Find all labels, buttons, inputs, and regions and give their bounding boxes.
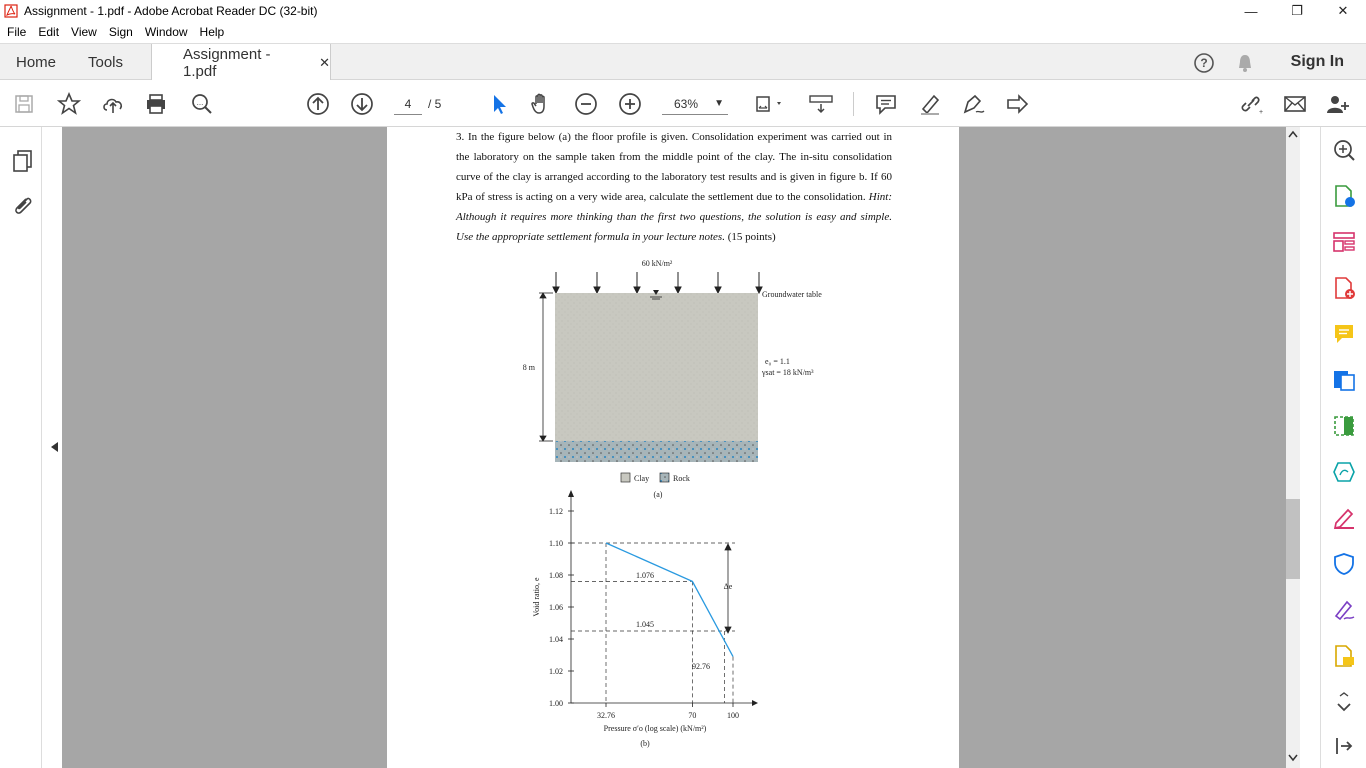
- zoom-search-icon[interactable]: [189, 91, 215, 117]
- load-label: 60 kN/m²: [641, 259, 673, 268]
- hand-tool-icon[interactable]: [528, 91, 554, 117]
- draw-pen-icon[interactable]: [961, 91, 987, 117]
- zoom-value: 63%: [674, 97, 699, 111]
- scroll-up-icon[interactable]: [1288, 130, 1298, 138]
- edit-pdf-icon[interactable]: [1331, 505, 1357, 531]
- x-tick-label: 70: [688, 711, 697, 720]
- legend-rock-label: Rock: [673, 474, 690, 483]
- pdf-page: [387, 127, 959, 768]
- menu-help[interactable]: Help: [199, 25, 225, 39]
- page-thumbnails-icon[interactable]: [12, 149, 34, 173]
- y-tick-label: 1.08: [549, 571, 563, 580]
- tab-home[interactable]: Home: [16, 53, 57, 71]
- x-axis-label: Pressure σ′o (log scale) (kN/m²): [603, 724, 707, 733]
- close-button[interactable]: ✕: [1337, 3, 1349, 18]
- svg-text:...: ...: [196, 98, 204, 107]
- e0-label: e₀ = 1.1: [765, 357, 790, 366]
- save-icon[interactable]: [11, 91, 37, 117]
- bell-icon[interactable]: [1235, 52, 1255, 74]
- problem-hint: Hint: Although it requires more thinking than the first two questions, the solution is easy and simple. Use the appropriate settlement formula in your lecture notes.: [456, 191, 892, 243]
- y-tick-label: 1.06: [549, 603, 563, 612]
- collapse-left-arrow-icon[interactable]: [51, 442, 59, 452]
- page-fit-icon[interactable]: [752, 91, 788, 117]
- page-number-input[interactable]: 4: [394, 93, 422, 115]
- next-page-icon[interactable]: [349, 91, 375, 117]
- close-tab-icon[interactable]: ✕: [319, 54, 330, 70]
- acrobat-icon: [4, 4, 18, 18]
- legend-clay-swatch: [621, 473, 630, 482]
- zoom-in-icon[interactable]: [617, 91, 643, 117]
- scroll-down-icon[interactable]: [1288, 754, 1298, 762]
- vertical-scrollbar[interactable]: [1286, 127, 1300, 768]
- comment-tool-icon[interactable]: [1331, 321, 1357, 347]
- send-for-signature-icon[interactable]: [1331, 643, 1357, 669]
- toolbar-separator: [853, 92, 854, 116]
- gwt-label: Groundwater table: [762, 290, 822, 299]
- page-total: / 5: [428, 97, 442, 111]
- svg-text:?: ?: [1200, 56, 1208, 70]
- zoom-level-select[interactable]: [662, 93, 728, 115]
- fill-sign-icon[interactable]: [1005, 91, 1031, 117]
- right-pane-collapse-strip: [1300, 127, 1320, 768]
- link-icon[interactable]: [1238, 91, 1264, 117]
- menu-edit[interactable]: Edit: [38, 25, 60, 39]
- problem-paragraph: 3. In the figure below (a) the floor profile is given. Consolidation experiment was carried out in the laboratory on the sample taken from the middle point of the clay. The in-situ consolidation curve of the clay is arranged according to the laboratory test results and is given in figure b. If 60 kPa of stress is acting on a very wide area, calculate the settlement due to the consolidation.: [456, 131, 892, 203]
- print-icon[interactable]: [143, 91, 169, 117]
- sign-in-button[interactable]: Sign In: [1290, 53, 1344, 70]
- y-tick-label: 1.10: [549, 539, 563, 548]
- tab-bar: [0, 43, 1366, 80]
- legend-clay-label: Clay: [634, 474, 650, 483]
- share-pdf-icon[interactable]: [1331, 459, 1357, 485]
- tab-document[interactable]: [151, 44, 331, 81]
- caption-b: (b): [640, 739, 650, 748]
- previous-page-icon[interactable]: [305, 91, 331, 117]
- tab-document-label: Assignment - 1.pdf: [183, 45, 271, 80]
- x-tick-label: 32.76: [597, 711, 615, 720]
- y-axis-label: Void ratio, e: [532, 577, 541, 617]
- y-tick-label: 1.02: [549, 667, 563, 676]
- email-icon[interactable]: [1282, 91, 1308, 117]
- menu-window[interactable]: Window: [144, 25, 188, 39]
- create-pdf-icon[interactable]: [1331, 275, 1357, 301]
- scroll-mode-icon[interactable]: [808, 91, 834, 117]
- restore-button[interactable]: ❐: [1291, 3, 1303, 18]
- menu-file[interactable]: File: [7, 25, 27, 39]
- add-user-icon[interactable]: [1325, 91, 1351, 117]
- y-tick-label: 1.04: [549, 635, 563, 644]
- rock-layer: [555, 441, 758, 462]
- gamma-label: γsat = 18 kN/m³: [762, 368, 814, 377]
- zoom-out-icon[interactable]: [573, 91, 599, 117]
- comment-icon[interactable]: [873, 91, 899, 117]
- menu-bar: [0, 22, 1366, 42]
- protect-shield-icon[interactable]: [1331, 551, 1357, 577]
- collapse-panel-icon[interactable]: [1331, 733, 1357, 759]
- upload-cloud-icon[interactable]: [100, 91, 126, 117]
- select-cursor-icon[interactable]: [486, 91, 512, 117]
- fill-and-sign-icon[interactable]: [1331, 597, 1357, 623]
- zoom-page-icon[interactable]: [1331, 137, 1357, 163]
- menu-view[interactable]: View: [71, 25, 97, 39]
- figures-svg: [387, 127, 959, 768]
- label-9276: 92.76: [692, 662, 710, 671]
- title-bar: [0, 0, 1366, 22]
- y-tick-label: 1.12: [549, 507, 563, 516]
- document-viewer[interactable]: [42, 127, 1286, 768]
- label-1045: 1.045: [636, 620, 654, 629]
- y-axis-arrow: [568, 490, 574, 497]
- consolidation-chart: [532, 490, 758, 748]
- consolidation-curve: [606, 543, 733, 657]
- scrollbar-thumb[interactable]: [1286, 499, 1300, 579]
- toolbar: [0, 80, 1366, 127]
- left-navigation-panel: [0, 127, 42, 768]
- x-tick-label: 100: [727, 711, 739, 720]
- label-1076: 1.076: [636, 571, 654, 580]
- depth-dimension: [539, 293, 553, 441]
- attachment-paperclip-icon[interactable]: [11, 193, 33, 217]
- load-arrows: [553, 272, 762, 293]
- tab-tools[interactable]: Tools: [88, 53, 124, 71]
- label-delta-e: Δe: [723, 582, 733, 591]
- problem-points: (15 points): [727, 231, 776, 243]
- combine-files-icon[interactable]: [1331, 367, 1357, 393]
- clay-layer: [555, 293, 758, 441]
- highlight-pen-icon[interactable]: [917, 91, 943, 117]
- depth-label: 8 m: [522, 363, 535, 372]
- x-axis-arrow: [752, 700, 758, 706]
- y-tick-label: 1.00: [549, 699, 563, 708]
- caption-a: (a): [653, 490, 663, 499]
- help-icon[interactable]: [1193, 52, 1215, 74]
- bookmark-star-icon[interactable]: [56, 91, 82, 117]
- compress-pdf-icon[interactable]: [1331, 413, 1357, 439]
- minimize-button[interactable]: —: [1244, 3, 1258, 19]
- more-tools-chevron-icon[interactable]: [1331, 689, 1357, 715]
- legend-rock-swatch: [660, 473, 669, 482]
- chevron-down-icon: ▼: [714, 98, 724, 109]
- window-title: Assignment - 1.pdf - Adobe Acrobat Reader DC (32-bit): [24, 4, 318, 18]
- export-pdf-icon[interactable]: [1331, 183, 1357, 209]
- menu-sign[interactable]: Sign: [108, 25, 133, 39]
- right-tools-panel: [1320, 127, 1366, 768]
- organize-pages-icon[interactable]: [1331, 229, 1357, 255]
- svg-text:+: +: [1259, 109, 1264, 116]
